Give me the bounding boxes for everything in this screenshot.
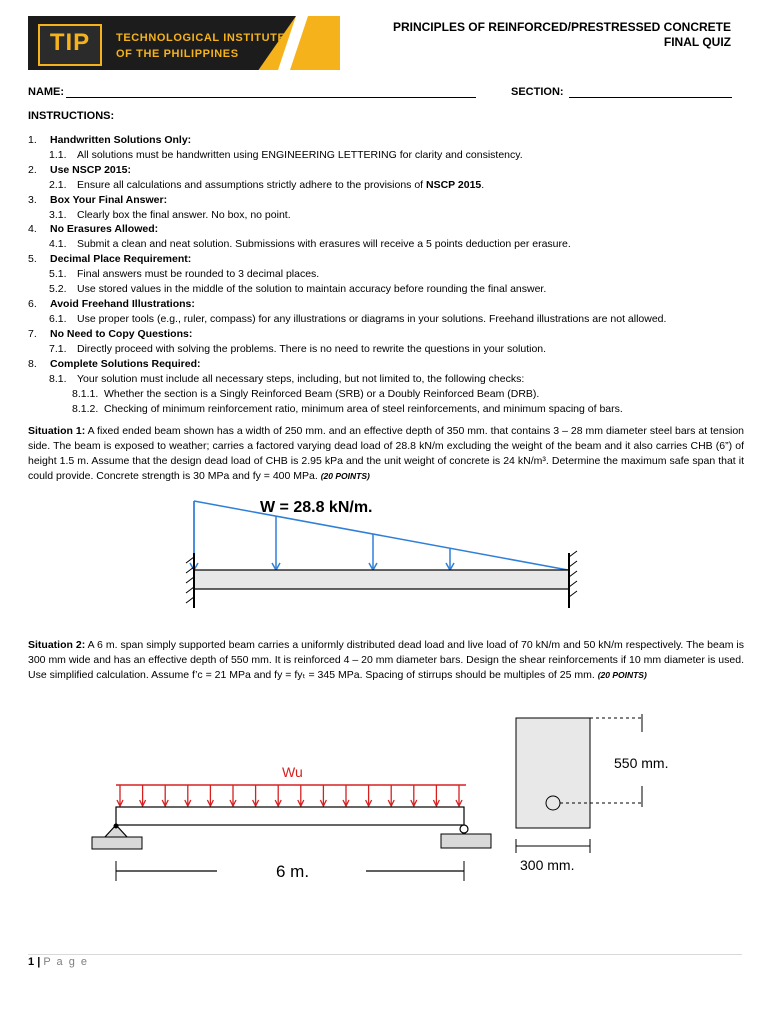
instruction-subitem: 1.1. All solutions must be handwritten using ENGINEERING LETTERING for clarity and consistency. (49, 149, 523, 161)
exam-title: FINAL QUIZ (663, 35, 731, 49)
situation-2-text: Situation 2: A 6 m. span simply supported beam carries a uniformly distributed dead load and live load of 70 kN/m and 50 kN/m respectively. The beam is 300 mm wide and has an effective depth of 550 mm. It is reinforced 4 – 20 mm diameter bars. Design the shear reinforcements if 10 mm diameter is used. Use simplified calculation. Assume f’c = 21 MPa and fy = fyₜ = 345 MPa. Spacing of stirrups should be multiples of 25 mm. (20 POINTS) (28, 639, 745, 681)
page-footer (28, 956, 89, 968)
instruction-subitem: 8.1. Your solution must include all necessary steps, including, but not limited to, the following checks: (49, 373, 525, 385)
institute-name (116, 30, 285, 62)
instruction-item: 1. Handwritten Solutions Only: (28, 134, 192, 146)
page-word: P a g e (43, 956, 89, 968)
instructions-heading: INSTRUCTIONS: (28, 110, 115, 122)
institute-line-1: TECHNOLOGICAL INSTITUTE (116, 32, 286, 44)
course-title: PRINCIPLES OF REINFORCED/PRESTRESSED CONCRETE (392, 20, 731, 34)
page-number: 1 (28, 956, 35, 968)
name-field[interactable] (66, 97, 476, 98)
instruction-subitem: 8.1.1. Whether the section is a Singly Reinforced Beam (SRB) or a Doubly Reinforced Beam (DRB). (72, 388, 540, 400)
instruction-item: 3. Box Your Final Answer: (28, 194, 168, 206)
instruction-item: 6. Avoid Freehand Illustrations: (28, 298, 195, 310)
load-w-label: W = 28.8 kN/m. (260, 499, 373, 516)
name-label: NAME: (28, 86, 65, 98)
simply-supported-beam-diagram (86, 706, 686, 894)
instruction-item: 7. No Need to Copy Questions: (28, 328, 193, 340)
depth-label: 550 mm. (614, 755, 669, 771)
situation-1-text: Situation 1: A fixed ended beam shown has a width of 250 mm. and an effective depth of 350 mm. that contains 3 – 28 mm diameter steel bars at tension side. The beam is exposed to weather; carries a factored varying dead load of 28.8 kN/m excluding the weight of the beam and it also carries CHB (6”) of height 1.5 m. Assume that the design dead load of CHB is 2.95 kPa and the unit weight of concrete is 24 kN/m³. Determine the maximum safe span that it could provide. Concrete strength is 30 MPa and fy = 400 MPa. (20 POINTS) (28, 425, 744, 482)
page-separator: | (37, 956, 41, 968)
section-field[interactable] (569, 97, 732, 98)
instruction-item: 2. Use NSCP 2015: (28, 164, 131, 176)
load-wu-label: Wu (282, 764, 303, 780)
instruction-subitem: 4.1. Submit a clean and neat solution. Submissions with erasures will receive a 5 points deduction per erasure. (49, 238, 571, 250)
document-title (393, 20, 731, 50)
tip-logo: TIP (38, 24, 102, 66)
instruction-subitem: 6.1. Use proper tools (e.g., ruler, compass) for any illustrations or diagrams in your solutions. Freehand illustrations are not allowed. (49, 313, 667, 325)
footer-rule (28, 954, 742, 955)
instruction-subitem: 8.1.2. Checking of minimum reinforcement ratio, minimum area of steel reinforcements, and minimum spacing of bars. (72, 403, 623, 415)
instruction-subitem: 2.1. Ensure all calculations and assumptions strictly adhere to the provisions of NSCP 2015. (49, 179, 485, 191)
instruction-subitem: 3.1. Clearly box the final answer. No box, no point. (49, 209, 291, 221)
width-label: 300 mm. (520, 857, 575, 873)
section-label: SECTION: (511, 86, 564, 98)
span-label: 6 m. (276, 862, 310, 881)
instruction-item: 8. Complete Solutions Required: (28, 358, 201, 370)
institute-line-2: OF THE PHILIPPINES (116, 48, 239, 60)
instruction-subitem: 5.1. Final answers must be rounded to 3 decimal places. (49, 268, 320, 280)
instruction-subitem: 5.2. Use stored values in the middle of the solution to maintain accuracy before rounding the final answer. (49, 283, 547, 295)
instruction-subitem: 7.1. Directly proceed with solving the problems. There is no need to rewrite the questions in your solution. (49, 343, 547, 355)
fixed-beam-diagram (180, 493, 590, 618)
instruction-item: 4. No Erasures Allowed: (28, 223, 159, 235)
instruction-item: 5. Decimal Place Requirement: (28, 253, 192, 265)
